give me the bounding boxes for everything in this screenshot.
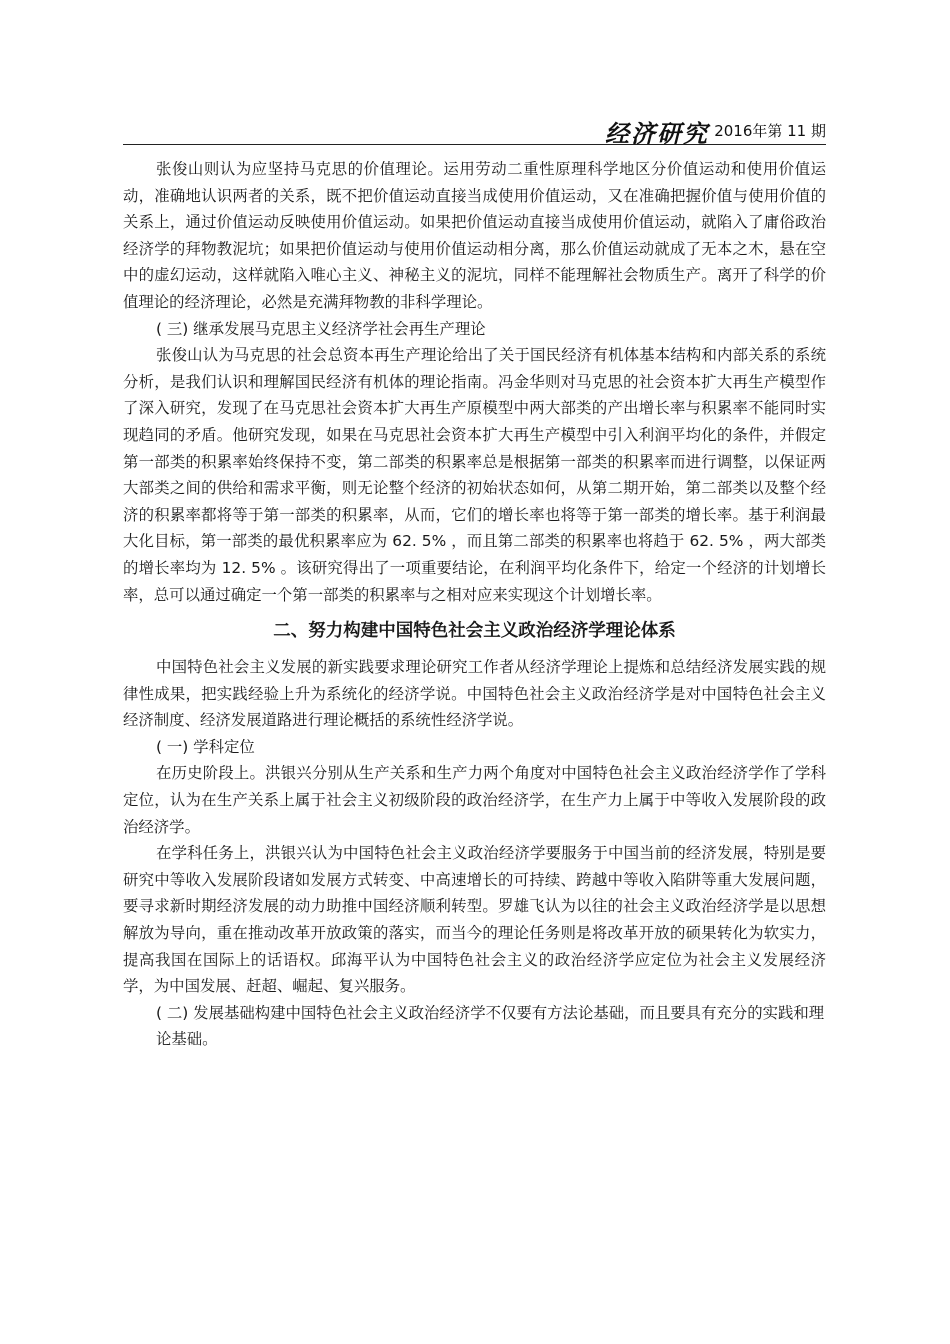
paragraph-discipline-task: 在学科任务上，洪银兴认为中国特色社会主义政治经济学要服务于中国当前的经济发展，特别是要研究中等收入发展阶段诸如发展方式转变、中高速增长的可持续、跨越中等收入陷阱等重大发展问题，要寻求新时期经济发展的动力助推中国经济顺利转型。罗雄飞认为以往的社会主义政治经济学是以思想解放为导向，重在推动改革开放政策的落实，而当今的理论任务则是将改革开放的硕果转化为软实力，提高我国在国际上的话语权。邱海平认为中国特色社会主义的政治经济学应定位为社会主义发展经济学，为中国发展、赶超、崛起、复兴服务。: [123, 844, 826, 996]
subheading-development-basis: ( 二) 发展基础构建中国特色社会主义政治经济学不仅要有方法论基础，而且要具有充分的实践和理论基础。: [156, 1003, 825, 1049]
paragraph-value-theory: 张俊山则认为应坚持马克思的价值理论。运用劳动二重性原理科学地区分价值运动和使用价值运动，准确地认识两者的关系，既不把价值运动直接当成使用价值运动，又在准确把握价值与使用价值的关系上，通过价值运动反映使用价值运动。如果把价值运动直接当成使用价值运动，就陷入了庸俗政治经济学的拜物教泥坑；如果把价值运动与使用价值运动相分离，那么价值运动就成了无本之木，悬在空中的虚幻运动，这样就陷入唯心主义、神秘主义的泥坑，同样不能理解社会物质生产。离开了科学的价值理论的经济理论，必然是充满拜物教的非科学理论。: [123, 160, 826, 311]
paragraph-historical-stage: 在历史阶段上。洪银兴分别从生产关系和生产力两个角度对中国特色社会主义政治经济学作了学科定位，认为在生产关系上属于社会主义初级阶段的政治经济学，在生产力上属于中等收入发展阶段的政治经济学。: [123, 764, 826, 836]
issue-label: 2016年第 11 期: [714, 122, 826, 140]
article-body: [123, 156, 826, 1053]
page-header: [123, 112, 826, 148]
paragraph-reproduction-theory: 张俊山认为马克思的社会总资本再生产理论给出了关于国民经济有机体基本结构和内部关系的系统分析，是我们认识和理解国民经济有机体的理论指南。冯金华则对马克思的社会资本扩大再生产模型作了深入研究，发现了在马克思社会资本扩大再生产原模型中两大部类的产出增长率与积累率不能同时实现趋同的矛盾。他研究发现，如果在马克思社会资本扩大再生产模型中引入利润平均化的条件，并假定第一部类的积累率始终保持不变，第二部类的积累率总是根据第一部类的积累率而进行调整，以保证两大部类之间的供给和需求平衡，则无论整个经济的初始状态如何，从第二期开始，第二部类以及整个经济的积累率都将等于第一部类的积累率，从而，它们的增长率也将等于第一部类的增长率。基于利润最大化目标，第一部类的最优积累率应为 62. 5% ，而且第二部类的积累率也将趋于 62. 5% ，两大部类的增长率均为 12. 5% 。该研究得出了一项重要结论，在利润平均化条件下，给定一个经济的计划增长率，总可以通过确定一个第一部类的积累率与之相对应来实现这个计划增长率。: [123, 346, 826, 604]
paragraph-section-intro: 中国特色社会主义发展的新实践要求理论研究工作者从经济学理论上提炼和总结经济发展实践的规律性成果，把实践经验上升为系统化的经济学说。中国特色社会主义政治经济学是对中国特色社会主义经济制度、经济发展道路进行理论概括的系统性经济学说。: [123, 658, 826, 730]
section-title: 二、努力构建中国特色社会主义政治经济学理论体系: [273, 621, 676, 642]
subheading-reproduction-theory: ( 三) 继承发展马克思主义经济学社会再生产理论: [156, 319, 486, 338]
subheading-discipline-positioning: ( 一) 学科定位: [156, 737, 255, 756]
journal-logo: 经济研究: [605, 119, 709, 148]
